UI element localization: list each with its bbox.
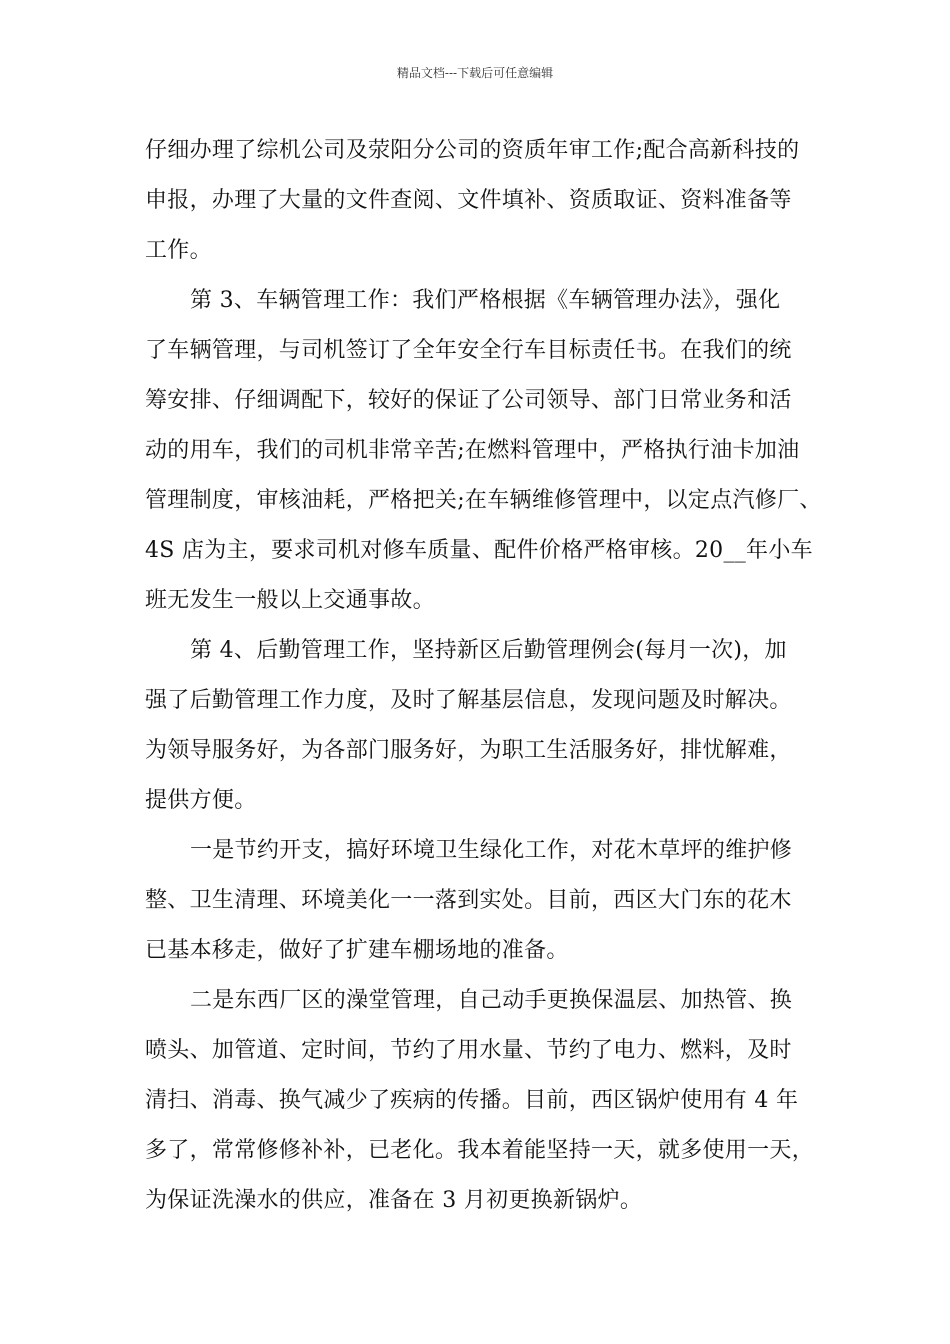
text-line: 工作。 bbox=[145, 238, 212, 263]
text-line: 第 4、后勤管理工作，坚持新区后勤管理例会(每月一次)，加 bbox=[190, 638, 787, 663]
text-line: 多了，常常修修补补，已老化。我本着能坚持一天，就多使用一天， bbox=[145, 1138, 815, 1163]
text-line: 已基本移走，做好了扩建车棚场地的准备。 bbox=[145, 938, 569, 963]
text-line: 为保证洗澡水的供应，准备在 3 月初更换新锅炉。 bbox=[145, 1188, 643, 1213]
text-line: 清扫、消毒、换气减少了疾病的传播。目前，西区锅炉使用有 4 年 bbox=[145, 1088, 799, 1113]
text-line: 整、卫生清理、环境美化一一落到实处。目前，西区大门东的花木 bbox=[145, 888, 792, 913]
text-line: 强了后勤管理工作力度，及时了解基层信息，发现问题及时解决。 bbox=[145, 688, 792, 713]
page-header: 精品文档---下载后可任意编辑 bbox=[396, 66, 554, 80]
paragraph bbox=[145, 626, 825, 826]
paragraph bbox=[145, 976, 825, 1226]
text-line: 申报，办理了大量的文件查阅、文件填补、资质取证、资料准备等 bbox=[145, 188, 792, 213]
text-line: 一是节约开支，搞好环境卫生绿化工作，对花木草坪的维护修 bbox=[190, 838, 793, 863]
text-line: 二是东西厂区的澡堂管理，自己动手更换保温层、加热管、换 bbox=[190, 988, 793, 1013]
paragraph bbox=[145, 276, 825, 626]
text-line: 提供方便。 bbox=[145, 788, 257, 813]
text-line: 班无发生一般以上交通事故。 bbox=[145, 588, 435, 613]
text-line: 筹安排、仔细调配下，较好的保证了公司领导、部门日常业务和活 bbox=[145, 388, 792, 413]
text-line: 4S 店为主，要求司机对修车质量、配件价格严格审核。20__年小车 bbox=[145, 538, 813, 563]
paragraph bbox=[145, 126, 825, 276]
text-line: 动的用车，我们的司机非常辛苦;在燃料管理中，严格执行油卡加油 bbox=[145, 438, 800, 463]
text-line: 为领导服务好，为各部门服务好，为职工生活服务好，排忧解难， bbox=[145, 738, 792, 763]
text-line: 了车辆管理，与司机签订了全年安全行车目标责任书。在我们的统 bbox=[145, 338, 792, 363]
document-body bbox=[145, 126, 825, 1226]
text-line: 第 3、车辆管理工作：我们严格根据《车辆管理办法》，强化 bbox=[190, 288, 781, 313]
text-line: 仔细办理了综机公司及荥阳分公司的资质年审工作;配合高新科技的 bbox=[145, 138, 800, 163]
text-line: 管理制度，审核油耗，严格把关;在车辆维修管理中，以定点汽修厂、 bbox=[145, 488, 822, 513]
text-line: 喷头、加管道、定时间，节约了用水量、节约了电力、燃料，及时 bbox=[145, 1038, 792, 1063]
paragraph bbox=[145, 826, 825, 976]
